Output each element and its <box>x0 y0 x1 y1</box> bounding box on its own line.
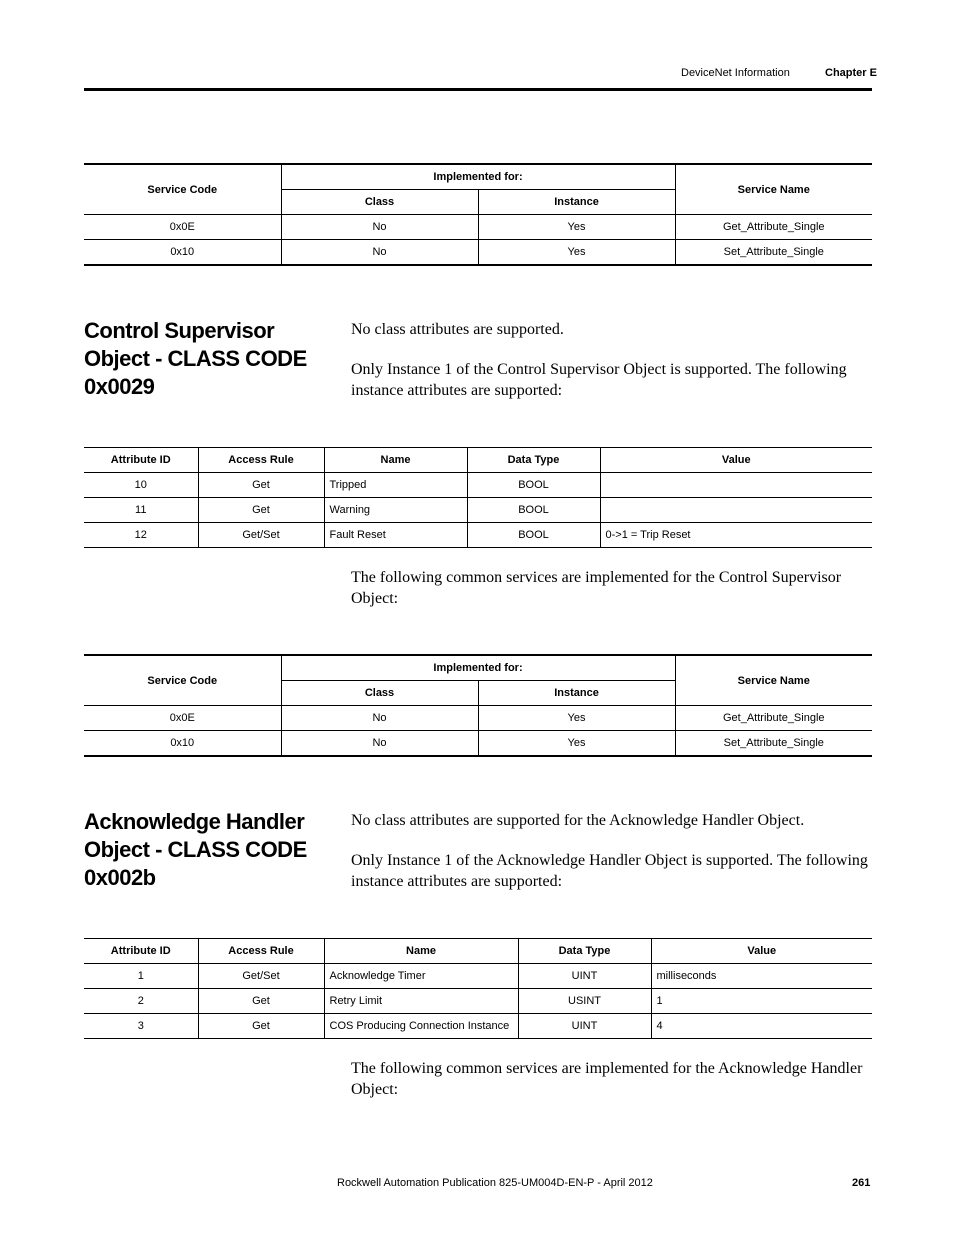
data-type-cell: UINT <box>518 964 651 989</box>
col-class: Class <box>281 681 478 706</box>
section-1-paragraph-3: The following common services are implemented for the Control Supervisor Object: <box>351 569 842 607</box>
col-instance: Instance <box>478 681 675 706</box>
section-2-paragraph-3: The following common services are implemented for the Acknowledge Handler Object: <box>351 1060 863 1098</box>
data-type-cell: BOOL <box>467 498 600 523</box>
service-code-cell: 0x10 <box>84 731 281 757</box>
service-name-cell: Get_Attribute_Single <box>675 215 872 240</box>
attribute-id-cell: 12 <box>84 523 198 548</box>
attribute-id-cell: 2 <box>84 989 198 1014</box>
section-2-paragraph-2: Only Instance 1 of the Acknowledge Handler Object is supported. The following instance attributes are supported: <box>351 852 868 890</box>
section-heading-acknowledge-handler: Acknowledge Handler Object - CLASS CODE 0x002b <box>84 809 307 890</box>
table-row <box>84 240 872 266</box>
attribute-id-cell: 11 <box>84 498 198 523</box>
page-number: 261 <box>852 1177 871 1189</box>
col-implemented-for: Implemented for: <box>281 655 675 681</box>
instance-cell: Yes <box>478 706 675 731</box>
col-data-type: Data Type <box>467 448 600 473</box>
value-cell: 4 <box>651 1014 872 1039</box>
class-cell: No <box>281 240 478 266</box>
service-table-1 <box>84 163 872 266</box>
attribute-id-cell: 3 <box>84 1014 198 1039</box>
col-attribute-id: Attribute ID <box>84 939 198 964</box>
col-instance: Instance <box>478 190 675 215</box>
section-1-paragraph-1: No class attributes are supported. <box>351 321 564 338</box>
class-cell: No <box>281 215 478 240</box>
name-cell: Retry Limit <box>324 989 518 1014</box>
header-section-title: DeviceNet Information <box>681 67 790 79</box>
name-cell: Acknowledge Timer <box>324 964 518 989</box>
col-implemented-for: Implemented for: <box>281 164 675 190</box>
table-row <box>84 731 872 757</box>
col-access-rule: Access Rule <box>198 448 324 473</box>
header-rule <box>84 88 872 91</box>
table-row <box>84 215 872 240</box>
value-cell <box>600 498 872 523</box>
col-service-name: Service Name <box>675 655 872 706</box>
table-row <box>84 498 872 523</box>
col-name: Name <box>324 448 467 473</box>
access-rule-cell: Get <box>198 1014 324 1039</box>
instance-cell: Yes <box>478 240 675 266</box>
value-cell: 0->1 = Trip Reset <box>600 523 872 548</box>
col-value: Value <box>600 448 872 473</box>
service-code-cell: 0x0E <box>84 215 281 240</box>
service-name-cell: Set_Attribute_Single <box>675 731 872 757</box>
col-access-rule: Access Rule <box>198 939 324 964</box>
col-value: Value <box>651 939 872 964</box>
access-rule-cell: Get/Set <box>198 964 324 989</box>
name-cell: Tripped <box>324 473 467 498</box>
access-rule-cell: Get/Set <box>198 523 324 548</box>
col-service-name: Service Name <box>675 164 872 215</box>
section-heading-control-supervisor: Control Supervisor Object - CLASS CODE 0x0029 <box>84 318 307 399</box>
col-attribute-id: Attribute ID <box>84 448 198 473</box>
name-cell: Warning <box>324 498 467 523</box>
access-rule-cell: Get <box>198 473 324 498</box>
col-service-code: Service Code <box>84 655 281 706</box>
attribute-table-1 <box>84 447 872 548</box>
attribute-table-2 <box>84 938 872 1039</box>
class-cell: No <box>281 706 478 731</box>
name-cell: Fault Reset <box>324 523 467 548</box>
col-name: Name <box>324 939 518 964</box>
attribute-id-cell: 1 <box>84 964 198 989</box>
col-data-type: Data Type <box>518 939 651 964</box>
data-type-cell: USINT <box>518 989 651 1014</box>
section-1-paragraph-2: Only Instance 1 of the Control Supervisor Object is supported. The following instance attributes are supported: <box>351 361 847 399</box>
service-name-cell: Set_Attribute_Single <box>675 240 872 266</box>
service-name-cell: Get_Attribute_Single <box>675 706 872 731</box>
data-type-cell: BOOL <box>467 473 600 498</box>
instance-cell: Yes <box>478 215 675 240</box>
service-table-2 <box>84 654 872 757</box>
service-code-cell: 0x10 <box>84 240 281 266</box>
table-row <box>84 473 872 498</box>
name-cell: COS Producing Connection Instance <box>324 1014 518 1039</box>
col-service-code: Service Code <box>84 164 281 215</box>
access-rule-cell: Get <box>198 989 324 1014</box>
data-type-cell: UINT <box>518 1014 651 1039</box>
table-row <box>84 523 872 548</box>
class-cell: No <box>281 731 478 757</box>
instance-cell: Yes <box>478 731 675 757</box>
table-row <box>84 964 872 989</box>
service-code-cell: 0x0E <box>84 706 281 731</box>
footer-publication: Rockwell Automation Publication 825-UM004D-EN-P - April 2012 <box>337 1177 653 1189</box>
header-chapter-label: Chapter E <box>825 67 877 79</box>
attribute-id-cell: 10 <box>84 473 198 498</box>
value-cell: milliseconds <box>651 964 872 989</box>
table-row <box>84 989 872 1014</box>
access-rule-cell: Get <box>198 498 324 523</box>
value-cell <box>600 473 872 498</box>
section-2-paragraph-1: No class attributes are supported for the Acknowledge Handler Object. <box>351 812 805 829</box>
table-row <box>84 706 872 731</box>
table-row <box>84 1014 872 1039</box>
data-type-cell: BOOL <box>467 523 600 548</box>
col-class: Class <box>281 190 478 215</box>
value-cell: 1 <box>651 989 872 1014</box>
